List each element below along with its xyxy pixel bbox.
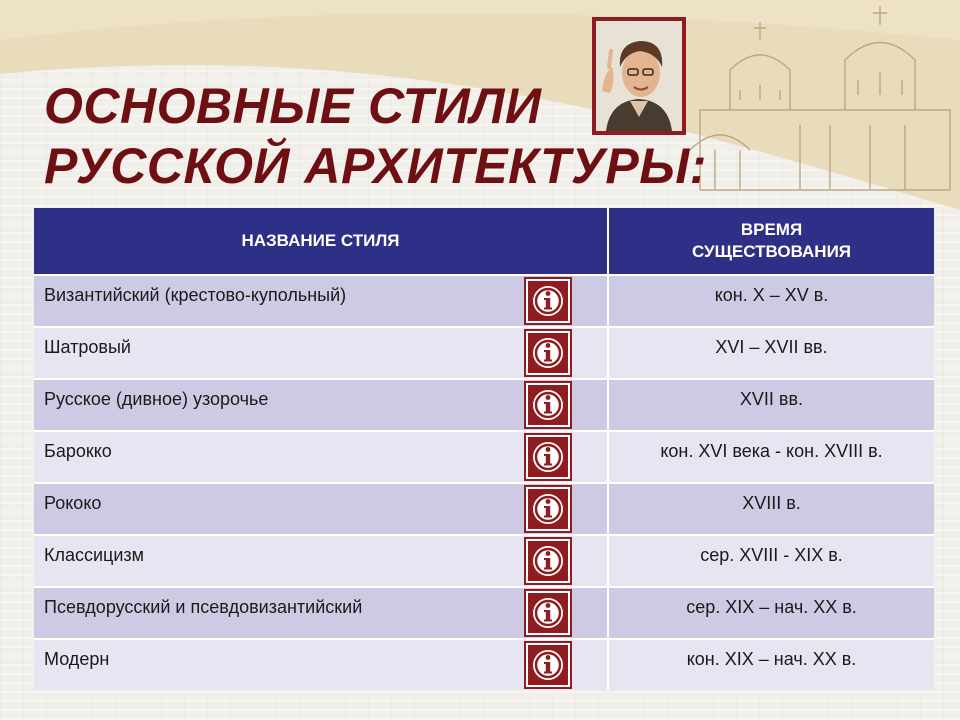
header-style-name: НАЗВАНИЕ СТИЛЯ — [34, 208, 608, 275]
style-name-cell: Барокко — [34, 431, 608, 483]
period-cell: XVI – XVII вв. — [608, 327, 934, 379]
period-cell: сер. XVIII - XIX в. — [608, 535, 934, 587]
period-cell: кон. XIX – нач. XX в. — [608, 639, 934, 690]
table-row — [34, 639, 934, 690]
table-row — [34, 379, 934, 431]
period-cell: XVII вв. — [608, 379, 934, 431]
styles-table — [34, 208, 934, 690]
table-row — [34, 483, 934, 535]
info-icon[interactable] — [524, 277, 572, 325]
info-icon[interactable] — [524, 433, 572, 481]
info-icon[interactable] — [524, 537, 572, 585]
info-icon[interactable] — [524, 485, 572, 533]
table-row — [34, 431, 934, 483]
table-row — [34, 535, 934, 587]
style-name-cell: Классицизм — [34, 535, 608, 587]
style-name-cell: Византийский (крестово-купольный) — [34, 275, 608, 327]
style-name-cell: Шатровый — [34, 327, 608, 379]
period-cell: XVIII в. — [608, 483, 934, 535]
info-icon[interactable] — [524, 589, 572, 637]
header-period: ВРЕМЯ СУЩЕСТВОВАНИЯ — [608, 208, 934, 275]
style-name-cell: Русское (дивное) узорочье — [34, 379, 608, 431]
period-cell: кон. XVI века - кон. XVIII в. — [608, 431, 934, 483]
period-cell: кон. X – XV в. — [608, 275, 934, 327]
info-icon[interactable] — [524, 641, 572, 689]
table-header-row — [34, 208, 934, 275]
info-icon[interactable] — [524, 329, 572, 377]
style-name-cell: Модерн — [34, 639, 608, 690]
table-row — [34, 587, 934, 639]
style-name-cell: Рококо — [34, 483, 608, 535]
title-line-2: РУССКОЙ АРХИТЕКТУРЫ: — [44, 138, 707, 194]
period-cell: сер. XIX – нач. XX в. — [608, 587, 934, 639]
presenter-photo — [592, 17, 686, 135]
table-row — [34, 275, 934, 327]
title-line-1: ОСНОВНЫЕ СТИЛИ — [44, 78, 542, 134]
presenter-portrait-icon — [596, 21, 682, 131]
table-row — [34, 327, 934, 379]
info-icon[interactable] — [524, 381, 572, 429]
style-name-cell: Псевдорусский и псевдовизантийский — [34, 587, 608, 639]
